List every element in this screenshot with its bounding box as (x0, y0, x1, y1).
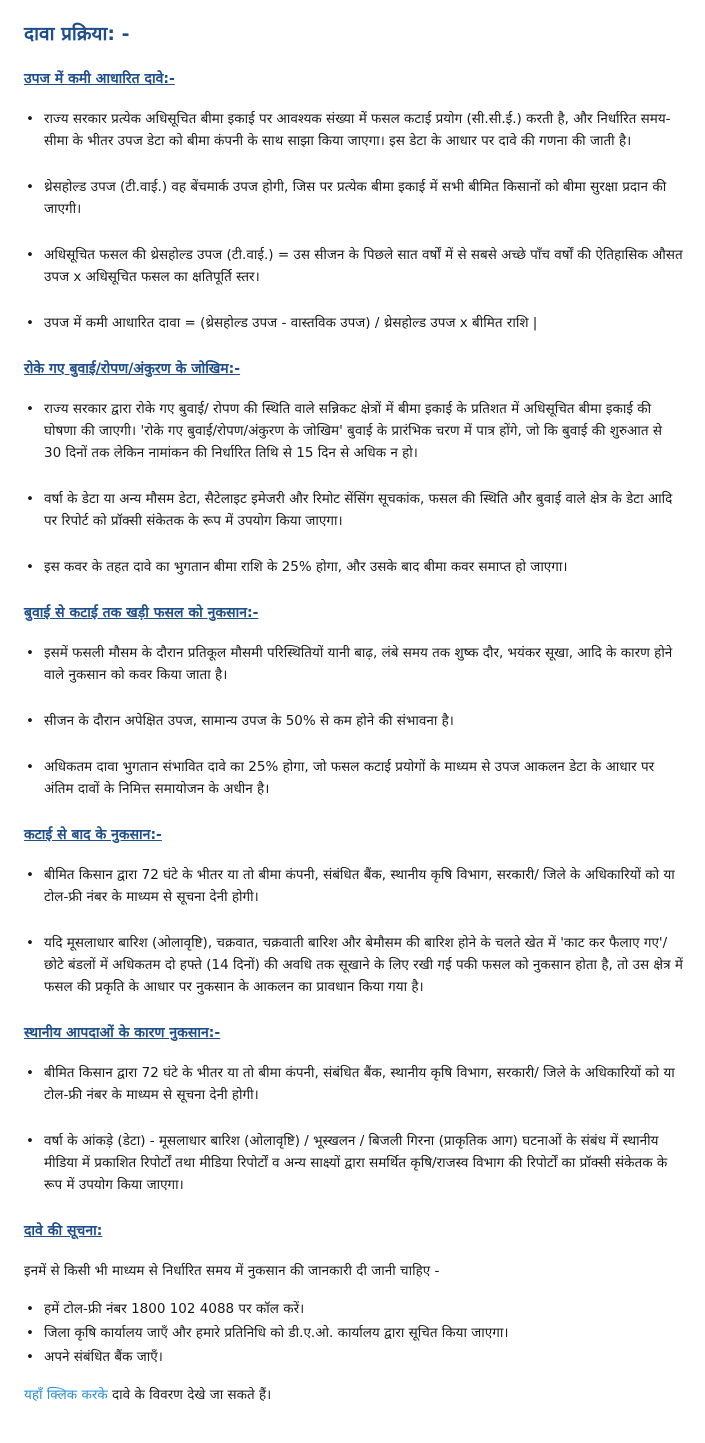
list-item: • जिला कृषि कार्यालय जाएँ और हमारे प्रतिनिधि को डी.ए.ओ. कार्यालय द्वारा सूचित किया जाएगा। (24, 1322, 683, 1344)
claim-sections (24, 68, 683, 1196)
list-item: • इसमें फसली मौसम के दौरान प्रतिकूल मौसमी परिस्थितियों यानी बाढ़, लंबे समय तक शुष्क दौर, भयंकर सूखा, आदि के कारण होने वाले नुकसान को कवर किया जाता है। (24, 642, 683, 686)
bullet-list (24, 642, 683, 800)
list-item: • वर्षा के डेटा या अन्य मौसम डेटा, सैटेलाइट इमेजरी और रिमोट सेंसिंग सूचकांक, फसल की स्थिति और बुवाई वाले क्षेत्र के डेटा आदि पर रिपोर्ट को प्रॉक्सी संकेतक के रूप में उपयोग किया जाएगा। (24, 488, 683, 532)
notice-intro: इनमें से किसी भी माध्यम से निर्धारित समय में नुकसान की जानकारी दी जानी चाहिए - (24, 1263, 440, 1279)
list-item: • राज्य सरकार द्वारा रोके गए बुवाई/ रोपण की स्थिति वाले सन्निकट क्षेत्रों में बीमा इकाई के प्रतिशत में अधिसूचित बीमा इकाई की घोषणा की जाएगी। 'रोके गए बुवाई/रोपण/अंकुरण के जोखिम' बुवाई के प्रारंभिक चरण में पात्र होंगे, जो कि बुवाई की शुरुआत से 30 दिनों तक लेकिन नामांकन की निर्धारित तिथि से 15 दिन से अधिक न हो। (24, 398, 683, 464)
claim-section (24, 824, 683, 998)
list-item: • अपने संबंधित बैंक जाएँ। (24, 1346, 683, 1368)
claim-section (24, 68, 683, 334)
list-item: • राज्य सरकार प्रत्येक अधिसूचित बीमा इकाई पर आवश्यक संख्या में फसल कटाई प्रयोग (सी.सी.ई.) करती है, और निर्धारित समय-सीमा के भीतर उपज डेटा को बीमा कंपनी के साथ साझा किया जाएगा। इस डेटा के आधार पर दावे की गणना की जाती है। (24, 108, 683, 152)
bullet-list (24, 398, 683, 578)
bullet-list (24, 864, 683, 998)
footer-text (24, 1384, 683, 1406)
list-item: • अधिसूचित फसल की थ्रेसहोल्ड उपज (टी.वाई.) = उस सीजन के पिछले सात वर्षों में से सबसे अच्छे पाँच वर्षों की ऐतिहासिक औसत उपज x अधिसूचित फसल का क्षतिपूर्ति स्तर। (24, 244, 683, 288)
claim-details-link[interactable]: यहाँ क्लिक करके (24, 1387, 108, 1403)
claim-section (24, 602, 683, 800)
section-heading: दावे की सूचना: (24, 1223, 103, 1239)
footer-rest-text: दावे के विवरण देखे जा सकते हैं। (107, 1387, 272, 1403)
section-heading: उपज में कमी आधारित दावे:- (24, 71, 175, 87)
notice-list (24, 1298, 683, 1368)
list-item: • वर्षा के आंकड़े (डेटा) - मूसलाधार बारिश (ओलावृष्टि) / भूस्खलन / बिजली गिरना (प्राकृतिक आग) घटनाओं के संबंध में स्थानीय मीडिया में प्रकाशित रिपोर्टों तथा मीडिया रिपोर्टों व अन्य साक्ष्यों द्वारा समर्थित कृषि/राजस्व विभाग की रिपोर्टों का प्रॉक्सी संकेतक के रूप में उपयोग किया जाएगा। (24, 1130, 683, 1196)
claim-notice-section (24, 1220, 683, 1368)
claim-section (24, 358, 683, 578)
claim-section (24, 1022, 683, 1196)
list-item: • बीमित किसान द्वारा 72 घंटे के भीतर या तो बीमा कंपनी, संबंधित बैंक, स्थानीय कृषि विभाग, सरकारी/ जिले के अधिकारियों को या टोल-फ्री नंबर के माध्यम से सूचना देनी होगी। (24, 864, 683, 908)
list-item: • अधिकतम दावा भुगतान संभावित दावे का 25% होगा, जो फसल कटाई प्रयोगों के माध्यम से उपज आकलन डेटा के आधार पर अंतिम दावों के निमित्त समायोजन के अधीन है। (24, 756, 683, 800)
section-heading: रोके गए बुवाई/रोपण/अंकुरण के जोखिम:- (24, 361, 241, 377)
section-heading: बुवाई से कटाई तक खड़ी फसल को नुकसान:- (24, 605, 259, 621)
bullet-list (24, 108, 683, 334)
list-item: • बीमित किसान द्वारा 72 घंटे के भीतर या तो बीमा कंपनी, संबंधित बैंक, स्थानीय कृषि विभाग, सरकारी/ जिले के अधिकारियों को या टोल-फ्री नंबर के माध्यम से सूचना देनी होगी। (24, 1062, 683, 1106)
list-item: • यदि मूसलाधार बारिश (ओलावृष्टि), चक्रवात, चक्रवाती बारिश और बेमौसम की बारिश होने के चलते खेत में 'काट कर फैलाए गए'/छोटे बंडलों में अधिकतम दो हफ्ते (14 दिनों) की अवधि तक सूखाने के लिए रखी गई पकी फसल को नुकसान होता है, तो उस क्षेत्र में फसल की प्रकृति के आधार पर नुकसान के आकलन का प्रावधान किया गया है। (24, 932, 683, 998)
bullet-list (24, 1062, 683, 1196)
list-item: • उपज में कमी आधारित दावा = (थ्रेसहोल्ड उपज - वास्तविक उपज) / थ्रेसहोल्ड उपज x बीमित राशि | (24, 312, 683, 334)
page-title: दावा प्रक्रिया: - (24, 23, 130, 45)
list-item: • थ्रेसहोल्ड उपज (टी.वाई.) वह बेंचमार्क उपज होगी, जिस पर प्रत्येक बीमा इकाई में सभी बीमित किसानों को बीमा सुरक्षा प्रदान की जाएगी। (24, 176, 683, 220)
section-heading: स्थानीय आपदाओं के कारण नुकसान:- (24, 1025, 221, 1041)
list-item: • सीजन के दौरान अपेक्षित उपज, सामान्य उपज के 50% से कम होने की संभावना है। (24, 710, 683, 732)
list-item: • इस कवर के तहत दावे का भुगतान बीमा राशि के 25% होगा, और उसके बाद बीमा कवर समाप्त हो जाएगा। (24, 556, 683, 578)
list-item: • हमें टोल-फ्री नंबर 1800 102 4088 पर कॉल करें। (24, 1298, 683, 1320)
section-heading: कटाई से बाद के नुकसान:- (24, 827, 162, 843)
